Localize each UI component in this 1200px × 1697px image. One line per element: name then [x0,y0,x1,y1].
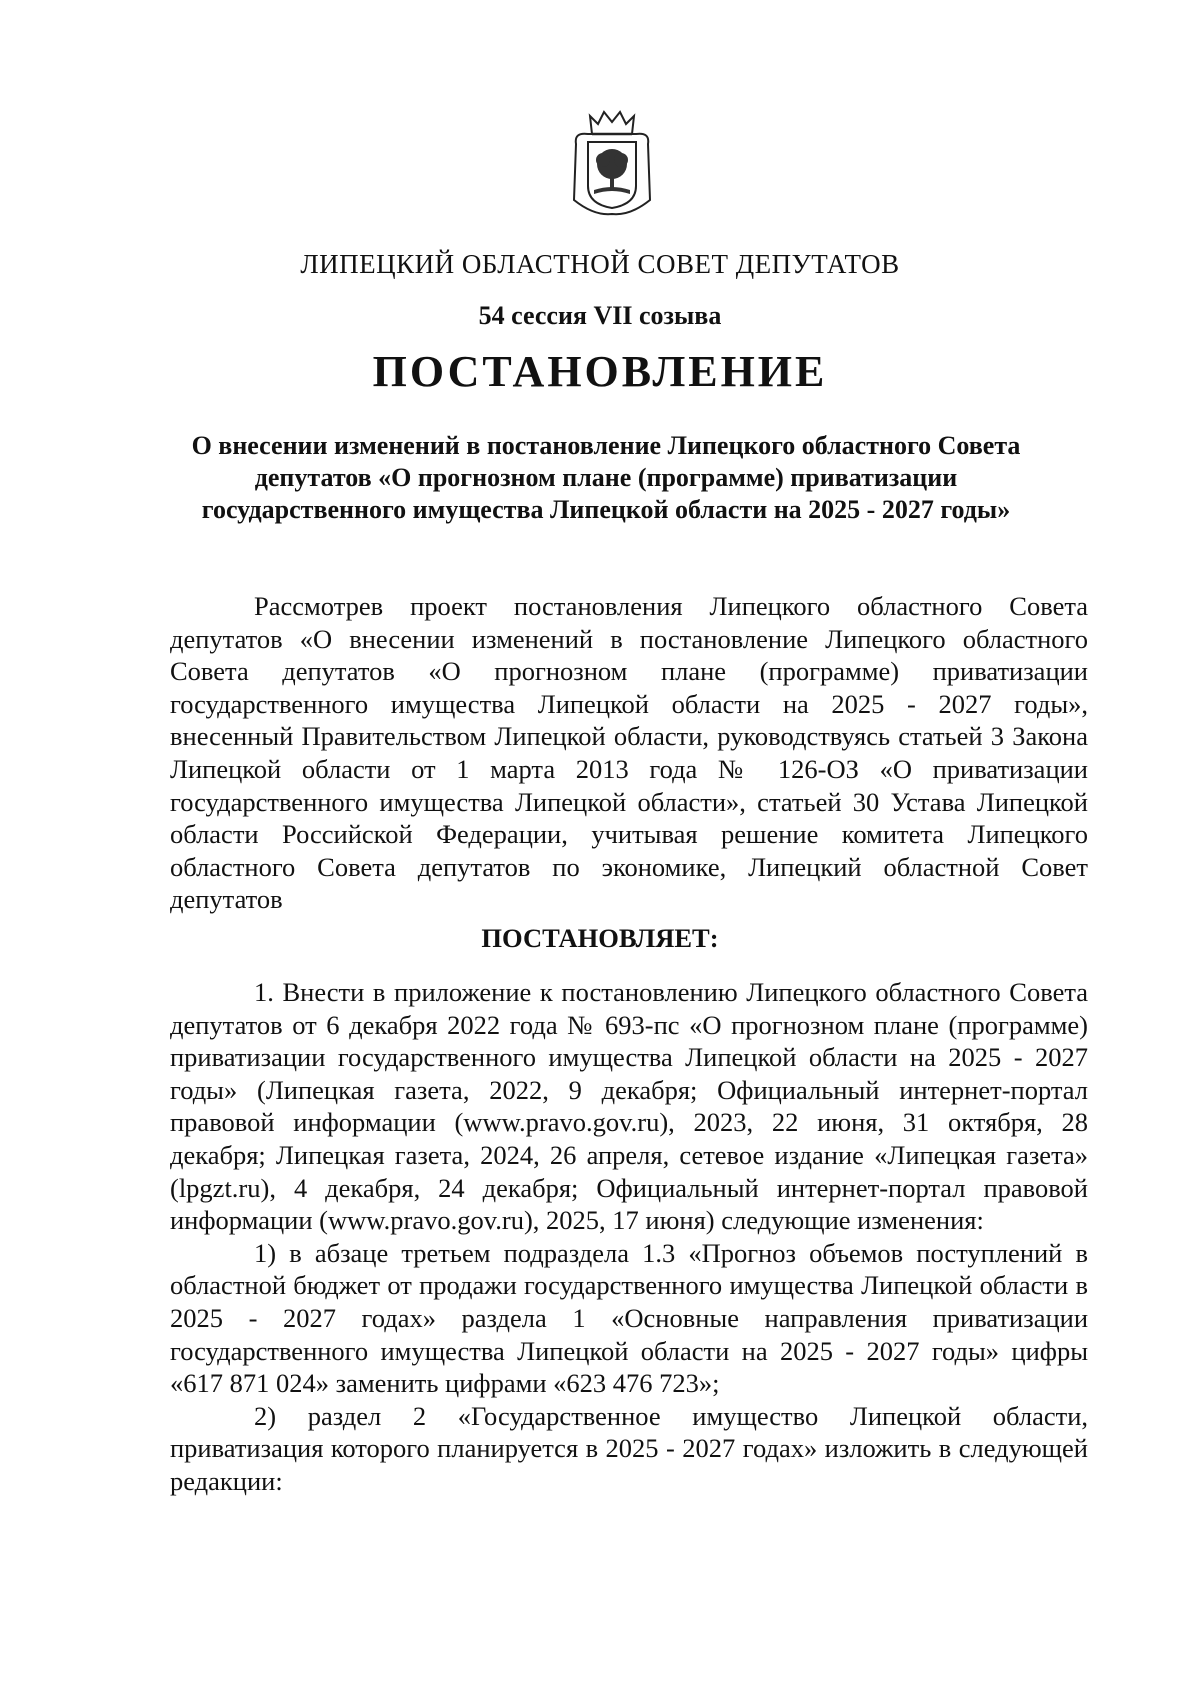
resolves-heading: ПОСТАНОВЛЯЕТ: [481,923,719,953]
resolution-item-1: 1. Внести в приложение к постановлению Липецкого областного Совета депутатов от 6 декабря 2022 года № 693-пс «О прогнозном плане (программе) приватизации государственного имущества Липецкой области на 2025 - 2027 годы» (Липецкая газета, 2022, 9 декабря; Официальный интернет-портал правовой информации (www.pravo.gov.ru), 2023, 22 июня, 31 октября, 28 декабря; Липецкая газета, 2024, 26 апреля, сетевое издание «Липецкая газета» (lpgzt.ru), 4 декабря, 24 декабря; Официальный интернет-портал правовой информации (www.pravo.gov.ru), 2025, 17 июня) следующие изменения: [170,977,1088,1236]
session-label: 54 сессия VII созыва [478,301,722,330]
resolution-items [170,976,1088,1498]
document-type-title: ПОСТАНОВЛЕНИЕ [372,347,828,396]
lipetsk-coat-of-arms-icon [570,104,654,220]
subject-line: депутатов «О прогнозном плане (программе) приватизации [254,463,958,492]
document-subject [170,430,1042,526]
preamble [170,590,1088,916]
resolution-subitem-2: 2) раздел 2 «Государственное имущество Липецкой области, приватизация которого планируется в 2025 - 2027 годах» изложить в следующей редакции: [170,1400,1088,1496]
subject-line: государственного имущества Липецкой области на 2025 - 2027 годы» [201,495,1011,524]
organization-name: ЛИПЕЦКИЙ ОБЛАСТНОЙ СОВЕТ ДЕПУТАТОВ [300,249,900,279]
subject-line: О внесении изменений в постановление Липецкого областного Совета [191,431,1021,460]
preamble-paragraph: Рассмотрев проект постановления Липецкого областного Совета депутатов «О внесении изменений в постановление Липецкого областного Совета депутатов «О прогнозном плане (программе) приватизации государственного имущества Липецкой области на 2025 - 2027 годы», внесенный Правительством Липецкой области, руководствуясь статьей 3 Закона Липецкой области от 1 марта 2013 года № 126-ОЗ «О приватизации государственного имущества Липецкой области», статьей 30 Устава Липецкой области Российской Федерации, учитывая решение комитета Липецкого областного Совета депутатов по экономике, Липецкий областной Совет депутатов [170,591,1088,915]
resolution-subitem-1: 1) в абзаце третьем подраздела 1.3 «Прогноз объемов поступлений в областной бюджет от продажи государственного имущества Липецкой области в 2025 - 2027 годах» раздела 1 «Основные направления приватизации государственного имущества Липецкой области на 2025 - 2027 годы» цифры «617 871 024» заменить цифрами «623 476 723»; [170,1237,1088,1399]
